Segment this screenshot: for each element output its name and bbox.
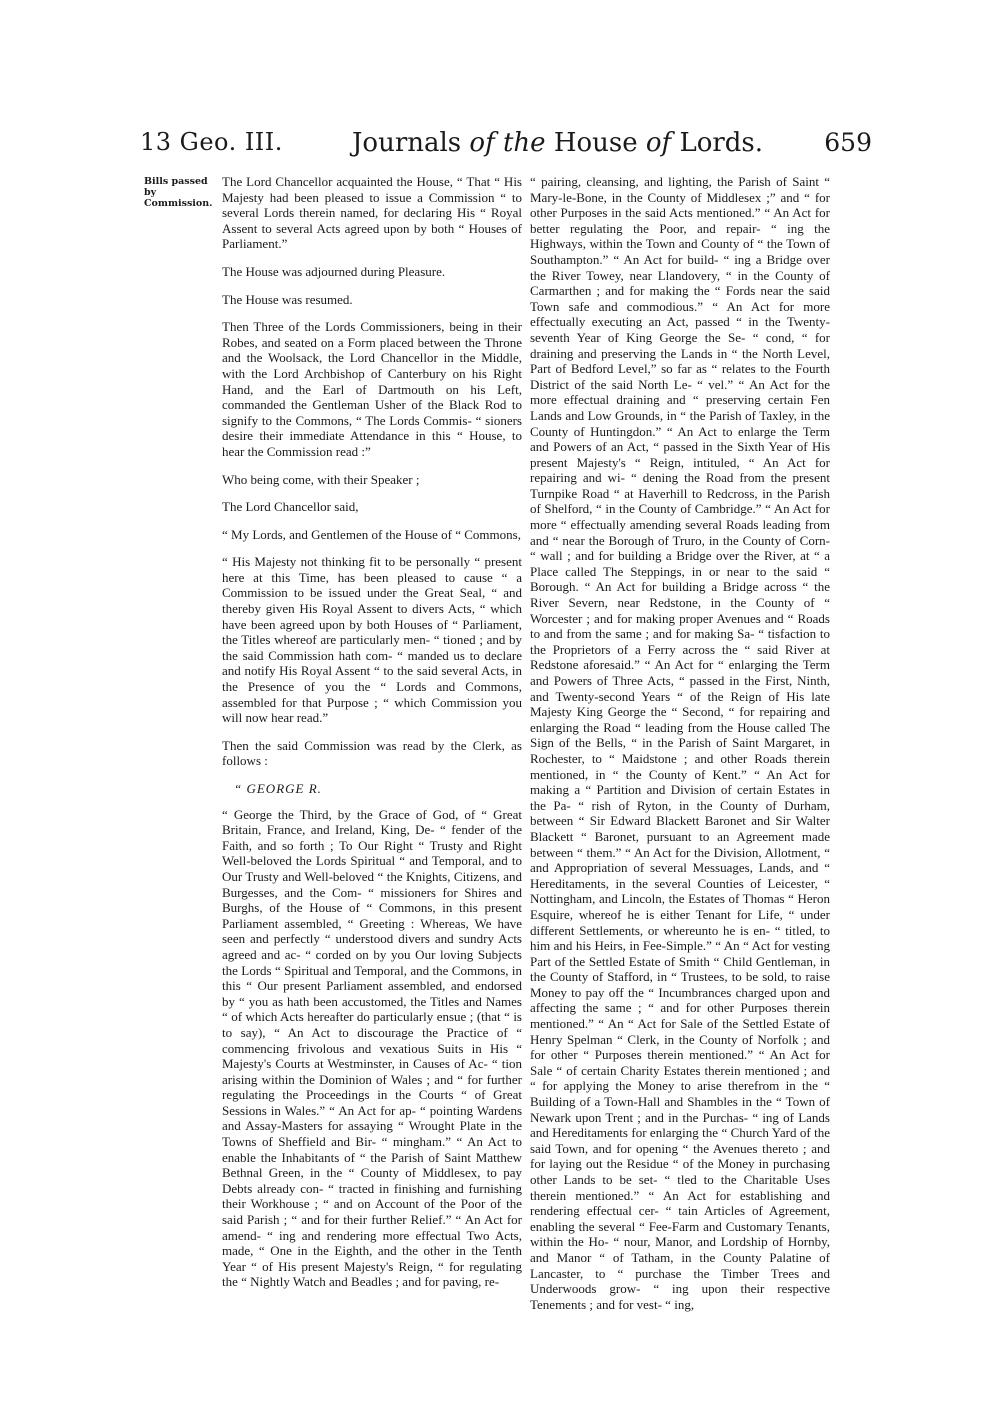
paragraph: The House was resumed. (222, 291, 353, 307)
paragraph: “ His Majesty not thinking fit to be personally “ present here at this Time, has been pleased to cause “ a Commission to be issued under the Great Seal, “ and thereby given His Royal Assent to divers Acts, “ which have been agreed upon by both Houses of “ Parliament, the Titles whereof are particularly men- “ tioned ; and by the said Commission hath com- “ manded us to declare and notify His Royal Assent “ to the said several Acts, in the Presence of you the “ Lords and Commons, assembled for that Purpose ; “ which Commission you will now hear read.” (222, 554, 522, 726)
regnal-year: 13 Geo. III. (140, 128, 283, 156)
running-title-part: Lords. (679, 128, 764, 158)
running-title-part: House (553, 128, 638, 158)
paragraph: Who being come, with their Speaker ; (222, 471, 420, 487)
commission-salutation: “ GEORGE R. (234, 781, 322, 796)
paragraph: “ pairing, cleansing, and lighting, the Parish of Saint “ Mary-le-Bone, in the County of Middlesex ;” and “ for other Purposes in the said Acts mentioned.” “ An Act for better regulating the Poor, and repair- “ ing the Highways, within the Town and County of “ the Town of Southampton.” “ An Act for build- “ ing a Bridge over the River Towey, near Llandovery, “ in the County of Carmarthen ; and for making the “ Fords near the said Town safe and commodious.” “ An Act for more effectually executing an Act, passed “ in the Twenty-seventh Year of King George the Se- “ cond, “ for draining and preserving the Lands in “ the North Level, Part of Bedford Level,” so far as “ relates to the Fourth District of the said North Le- “ vel.” “ An Act for the more effectual draining and “ preserving certain Fen Lands and Low Grounds, in “ the Parish of Taxley, in the County of Huntingdon.” “ An Act to enlarge the Term and Powers of an Act, “ passed in the Sixth Year of His present Majesty's “ Reign, intituled, “ An Act for repairing and wi- “ dening the Road from the present Turnpike Road “ at Haverhill to Redcross, in the Parish of Shelford, “ in the County of Cambridge.” “ An Act for more “ effectually amending several Roads leading from and “ near the Borough of Truro, in the County of Corn- “ wall ; and for building a Bridge over the River, at “ a Place called The Steppings, in or near to the said “ Borough. “ An Act for building a Bridge across “ the River Severn, near Redstone, in the County of “ Worcester ; and for making proper Avenues and “ Roads to and from the same ; and for making Sa- “ tisfaction to the Proprietors of a Ferry across the “ said River at Redstone aforesaid.” “ An Act for “ enlarging the Term and Powers of Three Acts, “ passed in the First, Ninth, and Twenty-second Years “ of the Reign of His late Majesty King George the “ Second, “ for repairing and enlarging the Road “ leading from the House called The Sign of the Bells, “ in the Parish of Saint Margaret, in Rochester, to “ Maidstone ; and other Roads therein mentioned, in “ the County of Kent.” “ An Act for making a “ Partition and Division of certain Estates in the Pa- “ rish of Ryton, in the County of Durham, between “ Sir Edward Blackett Baronet and Sir Walter Blackett “ Baronet, pursuant to an Agreement made between “ them.” “ An Act for the Division, Allotment, “ and Appropriation of several Messuages, Lands, and “ Hereditaments, in the several Counties of Leicester, “ Nottingham, and Lincoln, the Estates of Thomas “ Heron Esquire, whereof he is either Tenant for Life, “ under different Settlements, or whereunto he is en- “ titled, to him and his Heirs, in Fee-Simple.” “ An “ Act for vesting Part of the Settled Estate of Smith “ Child Gentleman, in the County of Stafford, in “ Trustees, to be sold, to raise Money to pay off the “ Incumbrances charged upon and affecting the same ; “ and for other Purposes therein mentioned.” “ An “ Act for Sale of the Settled Estate of Henry Spelman “ Clerk, in the County of Norfolk ; and for other “ Purposes therein mentioned.” “ An Act for Sale “ of certain Charity Estates therein mentioned ; and “ for applying the Money to arise therefrom in the “ Building of a Town-Hall and Shambles in the “ Town of Newark upon Trent ; and in the Purchas- “ ing of Lands and Hereditaments for enlarging the “ Church Yard of the said Town, and for opening “ the Avenues thereto ; and for laying out the Residue “ of the Money in purchasing other Lands to be set- “ tled to the Charitable Uses therein mentioned.” “ An Act for establishing and rendering effectual cer- “ tain Articles of Agreement, enabling the several “ Fee-Farm and Customary Tenants, within the Ho- “ nour, Manor, and Lordship of Hornby, and Manor “ of Tatham, in the County Palatine of Lancaster, to “ purchase the Timber Trees and Underwoods grow- “ ing upon their respective Tenements ; and for vest- “ ing, (530, 174, 830, 1312)
paragraph: The House was adjourned during Pleasure. (222, 263, 446, 279)
paragraph: The Lord Chancellor acquainted the House, “ That “ His Majesty had been pleased to issue a Commission “ to several Lords therein named, for declaring His “ Royal Assent to several Acts agreed upon by both “ Houses of Parliament.” (222, 174, 522, 252)
left-column (222, 174, 522, 1294)
paragraph: Then Three of the Lords Commissioners, being in their Robes, and seated on a Form placed between the Throne and the Woolsack, the Lord Chancellor in the Middle, with the Lord Archbishop of Canterbury on his Right Hand, and the Earl of Dartmouth on his Left, commanded the Gentleman Usher of the Black Rod to signify to the Commons, “ The Lords Commis- “ sioners desire their immediate Attendance in this “ House, to hear the Commission read :” (222, 319, 522, 459)
paragraph: “ My Lords, and Gentlemen of the House of “ Commons, (222, 526, 521, 542)
running-title-part: of (645, 128, 672, 158)
margin-note: Bills passed by Commission. (144, 176, 213, 209)
page-header (0, 128, 992, 172)
paragraph: “ George the Third, by the Grace of God, of “ Great Britain, France, and Ireland, King, De- “ fender of the Faith, and so forth ; To Our Right “ Trusty and Right Well-beloved the Lords Spiritual “ and Temporal, and to Our Trusty and Well-beloved “ the Knights, Citizens, and Burgesses, and the Com- “ missioners for Shires and Burghs, of the House of “ Commons, in this present Parliament assembled, “ Greeting : Whereas, We have seen and perfectly “ understood divers and sundry Acts agreed and ac- “ corded on by you Our loving Subjects the Lords “ Spiritual and Temporal, and the Commons, in this “ Our present Parliament assembled, and endorsed by “ you as hath been accustomed, the Titles and Names “ of which Acts hereafter do particularly ensue ; (that “ is to say), “ An Act to discourage the Practice of “ commencing frivolous and vexatious Suits in His “ Majesty's Courts at Westminster, in Causes of Ac- “ tion arising within the Dominion of Wales ; and “ for further regulating the Proceedings in the Courts “ of Great Sessions in Wales.” “ An Act for ap- “ pointing Wardens and Assay-Masters for assaying “ Wrought Plate in the Towns of Sheffield and Bir- “ mingham.” “ An Act to enable the Inhabitants of “ the Parish of Saint Matthew Bethnal Green, in the “ County of Middlesex, to pay Debts already con- “ tracted in finishing and furnishing their Workhouse ; “ and on Account of the Poor of the said Parish ; “ and for their further Relief.” “ An Act for amend- “ ing and rendering more effectual Two Acts, made, “ One in the Eighth, and the other in the Tenth Year “ of His present Majesty's Reign, “ for regulating the “ Nightly Watch and Beadles ; and for paving, re- (222, 806, 522, 1290)
running-title-part: Journals (352, 128, 462, 158)
page-number: 659 (824, 128, 872, 157)
paragraph: Then the said Commission was read by the Clerk, as follows : (222, 737, 522, 769)
running-title-part: of the (469, 128, 546, 158)
paragraph: The Lord Chancellor said, (222, 499, 359, 515)
running-title (352, 128, 763, 158)
right-column (530, 174, 830, 1316)
